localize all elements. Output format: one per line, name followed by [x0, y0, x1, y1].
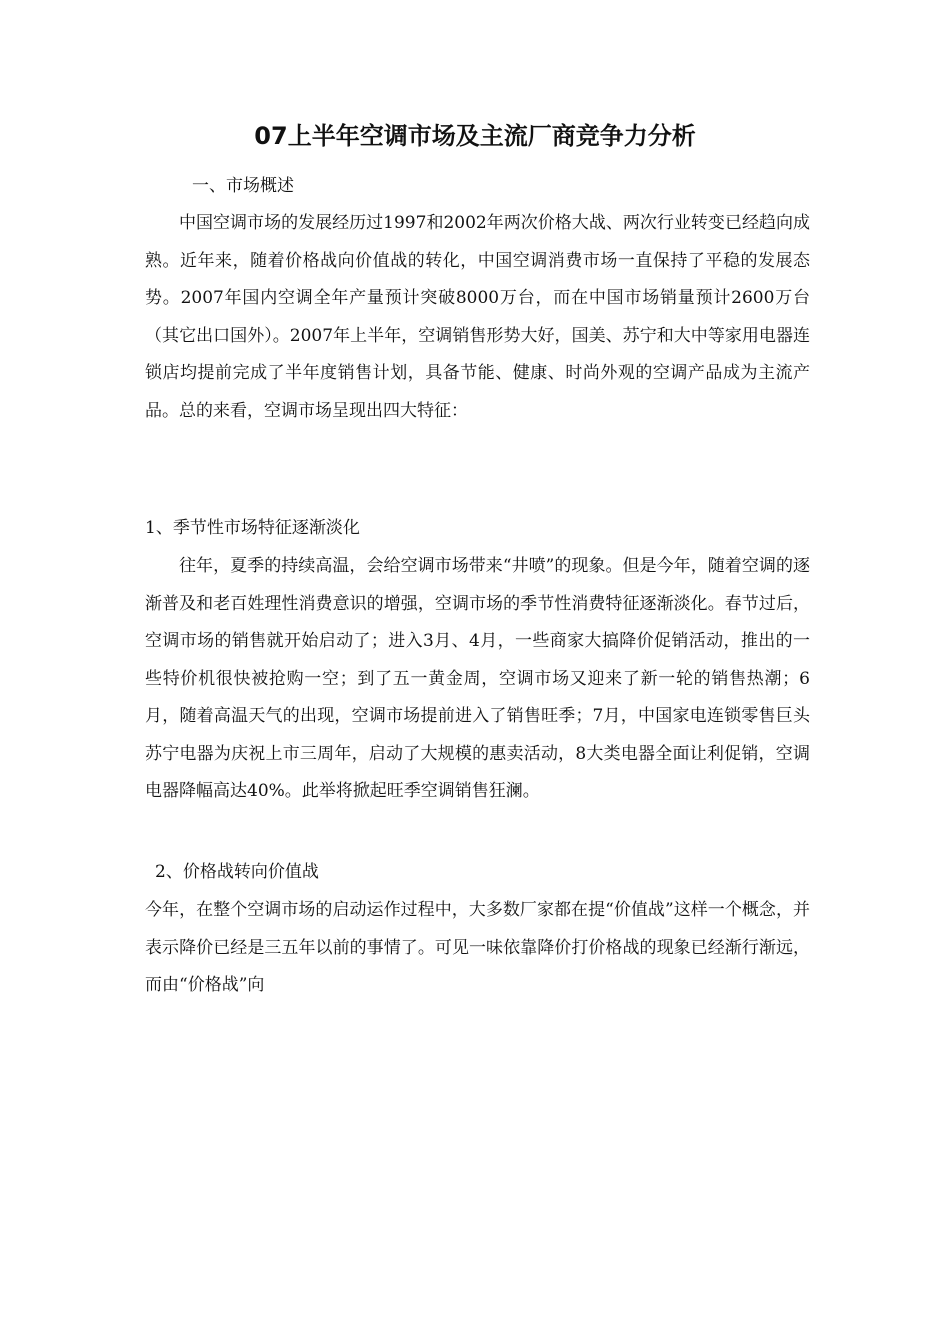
paragraph-seasonality: 往年，夏季的持续高温，会给空调市场带来“井喷”的现象。但是今年，随着空调的逐渐普及和老百姓理性消费意识的增强，空调市场的季节性消费特征逐渐淡化。春节过后，空调市场的销售就开始启动了；进入3月、4月，一些商家大搞降价促销活动，推出的一些特价机很快被抢购一空；到了五一黄金周，空调市场又迎来了新一轮的销售热潮；6月，随着高温天气的出现，空调市场提前进入了销售旺季；7月，中国家电连锁零售巨头苏宁电器为庆祝上市三周年，启动了大规模的惠卖活动，8大类电器全面让利促销，空调电器降幅高达40%。此举将掀起旺季空调销售狂澜。 [145, 556, 810, 801]
section-heading-seasonality: 1、季节性市场特征逐渐淡化 [145, 518, 360, 538]
paragraph-price-to-value: 今年，在整个空调市场的启动运作过程中，大多数厂家都在提“价值战”这样一个概念，并表示降价已经是三五年以前的事情了。可见一味依靠降价打价格战的现象已经渐行渐远，而由“价格战”向 [145, 900, 810, 995]
paragraph-market-overview: 中国空调市场的发展经历过1997和2002年两次价格大战、两次行业转变已经趋向成熟。近年来，随着价格战向价值战的转化，中国空调消费市场一直保持了平稳的发展态势。2007年国内空调全年产量预计突破8000万台，而在中国市场销量预计2600万台（其它出口国外）。2007年上半年，空调销售形势大好，国美、苏宁和大中等家用电器连锁店均提前完成了半年度销售计划，具备节能、健康、时尚外观的空调产品成为主流产品。总的来看，空调市场呈现出四大特征： [145, 213, 810, 421]
section-heading-market-overview: 一、市场概述 [192, 176, 294, 196]
section-heading-price-to-value: 2、价格战转向价值战 [155, 862, 319, 882]
document-title: 07上半年空调市场及主流厂商竞争力分析 [254, 122, 696, 150]
